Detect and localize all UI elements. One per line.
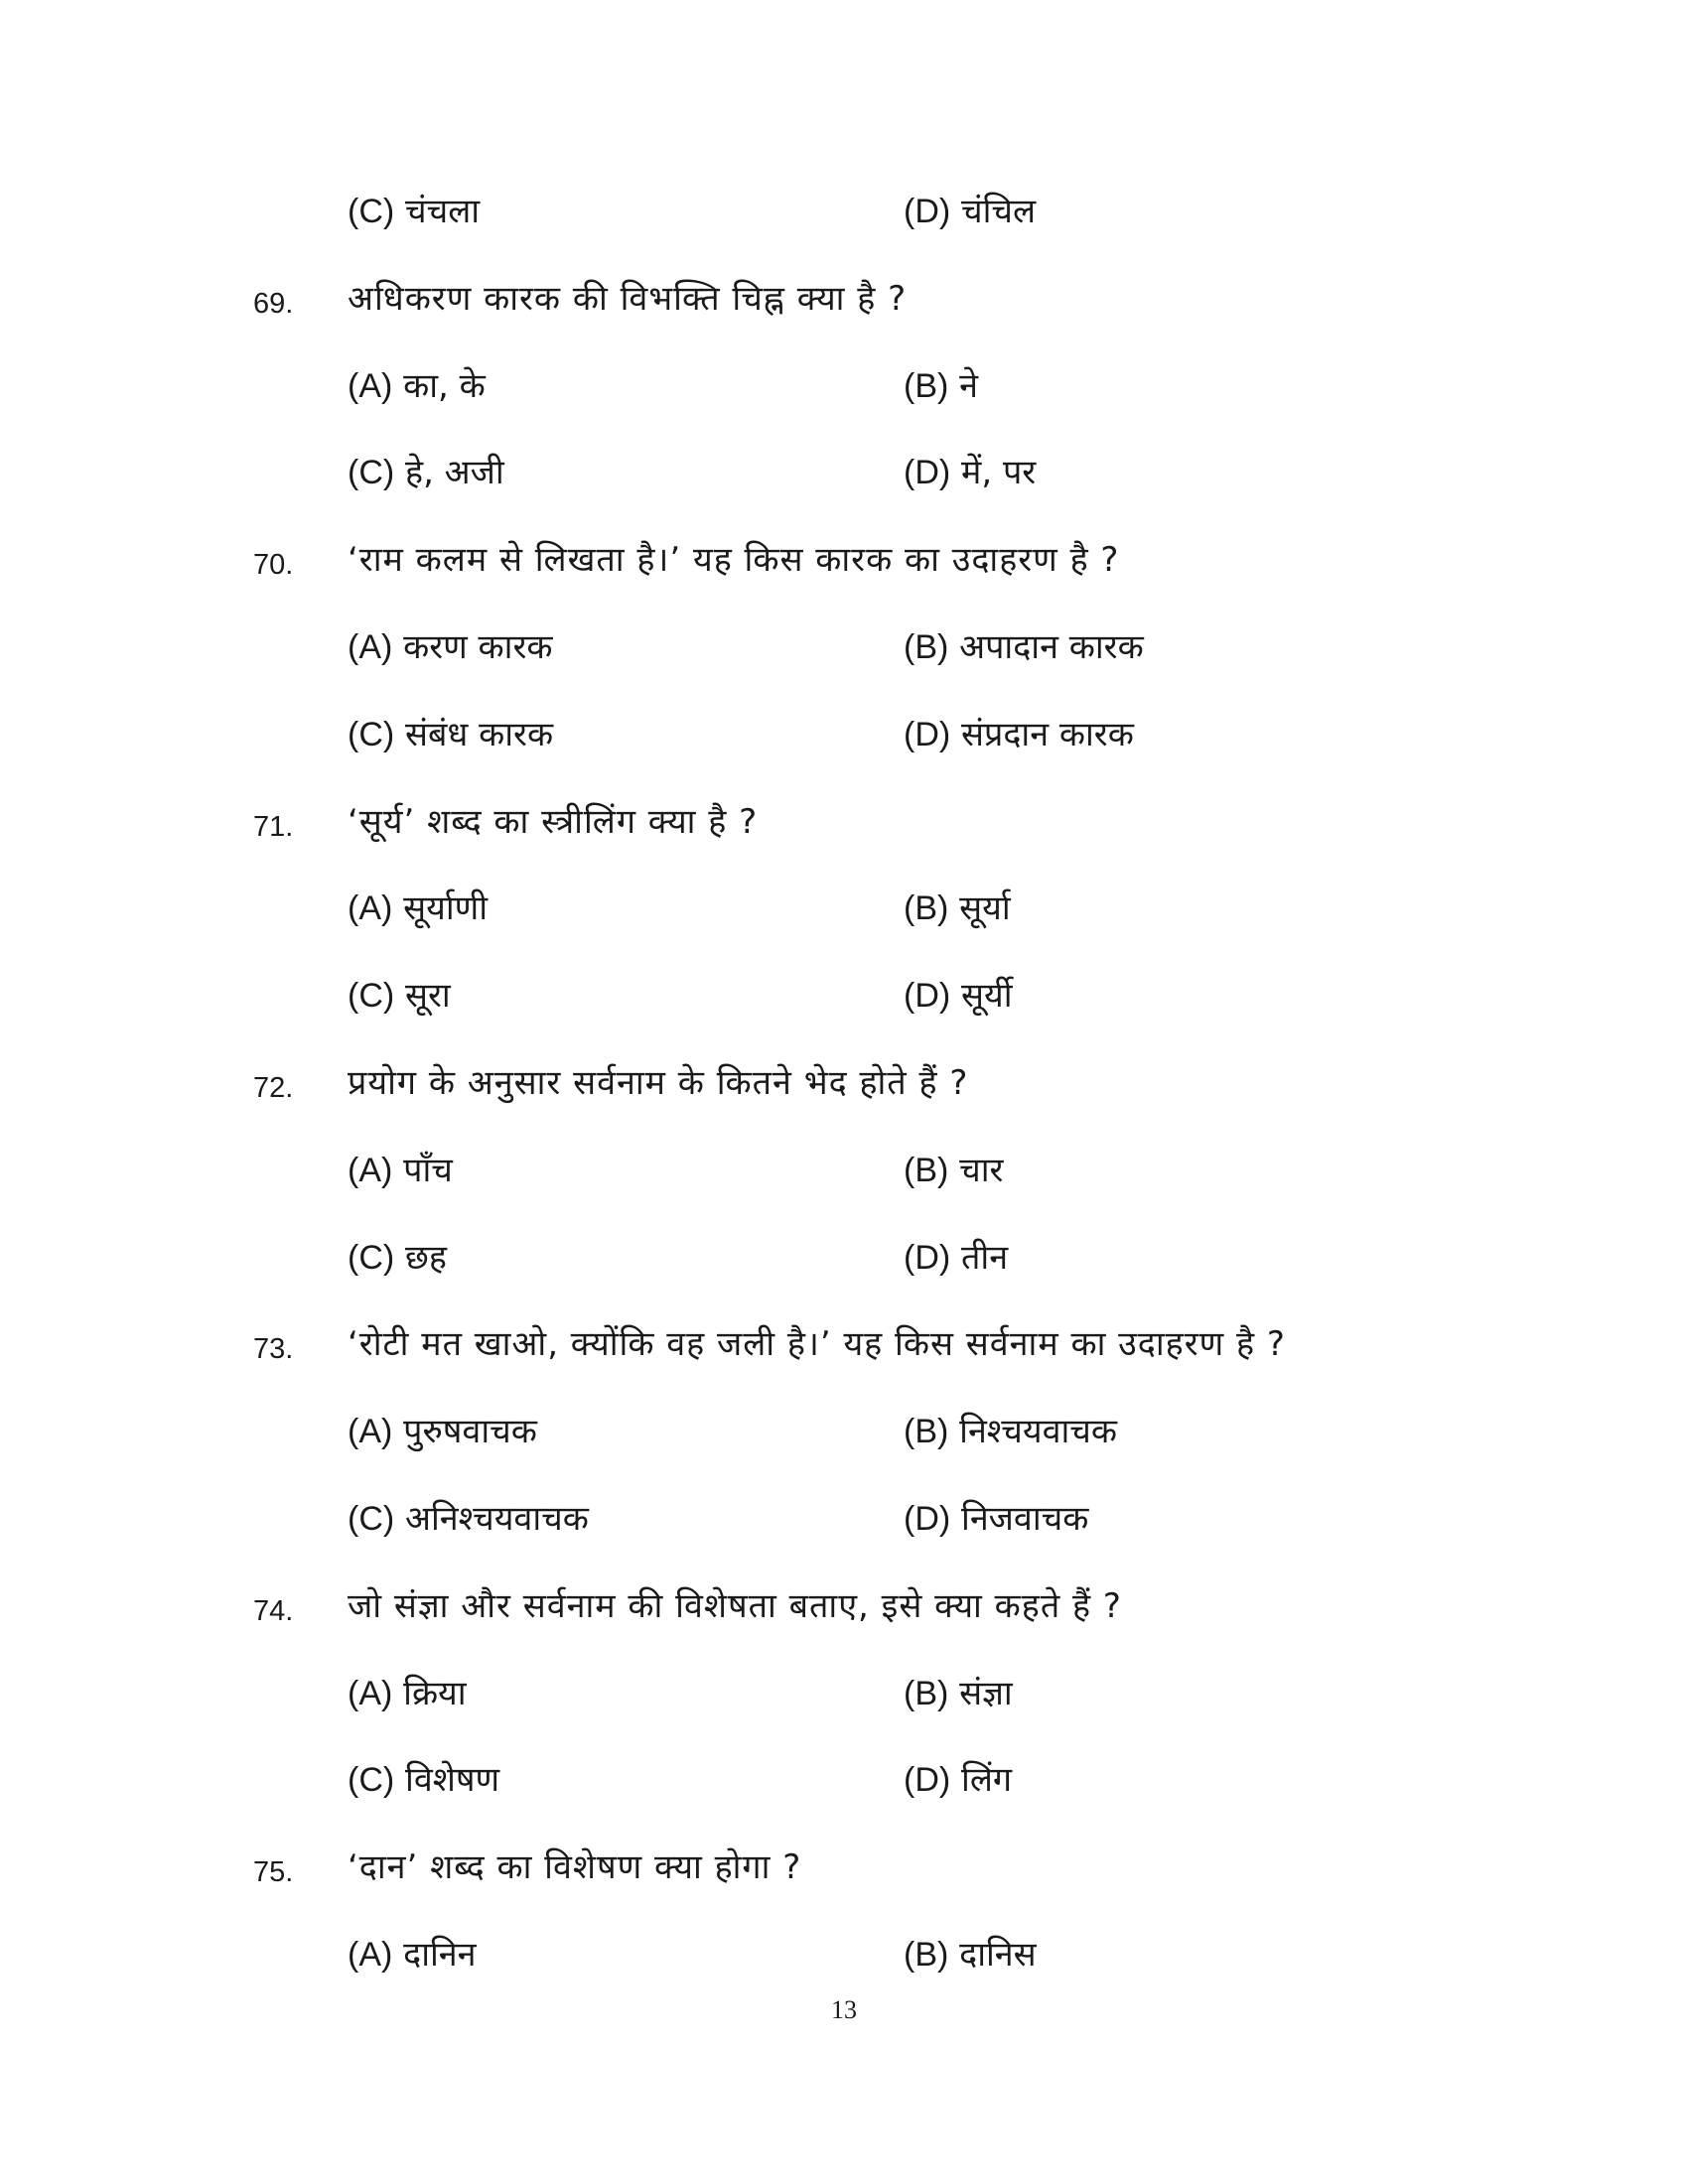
answer-option: [904, 187, 1036, 232]
options-row: [0, 971, 1688, 1030]
option-letter: (C): [348, 715, 395, 753]
option-letter: (B): [904, 366, 949, 405]
option-letter: (B): [904, 889, 949, 928]
option-text: संज्ञा: [948, 1673, 1013, 1713]
option-letter: (A): [348, 1674, 393, 1712]
option-text: चंचला: [394, 192, 481, 231]
question-row: [0, 535, 1688, 595]
option-letter: (D): [904, 193, 951, 230]
options-row: [0, 710, 1688, 769]
options-row: [0, 1494, 1688, 1554]
answer-option: [904, 361, 978, 407]
answer-option: [904, 884, 1011, 929]
answer-option: [904, 622, 1144, 668]
question-row: [0, 1843, 1688, 1902]
option-letter: (B): [904, 1151, 949, 1189]
option-letter: (D): [904, 977, 951, 1016]
answer-option: [904, 1494, 1088, 1540]
question-number: 72.: [253, 1072, 294, 1104]
answer-option: [348, 361, 486, 407]
option-text: पुरुषवाचक: [392, 1412, 537, 1452]
option-letter: (C): [348, 454, 395, 492]
answer-option: [348, 884, 488, 929]
option-text: सूर्यी: [950, 976, 1013, 1017]
option-letter: (D): [904, 715, 951, 753]
option-text: हे, अजी: [394, 453, 504, 493]
answer-option: [348, 1494, 589, 1540]
answer-option: [348, 710, 553, 755]
option-letter: (A): [348, 1936, 393, 1974]
options-row: [0, 1930, 1688, 1989]
option-letter: (D): [904, 1761, 951, 1800]
options-row: [0, 1669, 1688, 1728]
options-row: [0, 884, 1688, 943]
answer-option: [904, 1146, 1003, 1191]
question-number: 74.: [253, 1594, 294, 1627]
answer-option: [904, 448, 1036, 493]
option-letter: (D): [904, 1238, 951, 1277]
option-text: सूर्या: [948, 888, 1011, 929]
answer-option: [348, 1233, 447, 1279]
option-letter: (A): [348, 1413, 393, 1451]
option-text: निजवाचक: [950, 1499, 1089, 1539]
question-text: ‘रोटी मत खाओ, क्योंकि वह जली है।’ यह किस सर्वनाम का उदाहरण है ?: [348, 1324, 1286, 1365]
option-text: संबंध कारक: [394, 714, 554, 754]
option-letter: (B): [904, 1413, 949, 1451]
answer-option: [904, 1407, 1117, 1452]
question-number: 69.: [253, 287, 294, 320]
answer-option: [348, 622, 552, 668]
answer-option: [904, 1669, 1013, 1714]
answer-option: [904, 1755, 1012, 1801]
options-row: [0, 1233, 1688, 1293]
question-number: 75.: [253, 1856, 294, 1889]
option-text: में, पर: [950, 453, 1037, 493]
options-row: [0, 1755, 1688, 1815]
answer-option: [348, 1146, 453, 1191]
question-row: [0, 1319, 1688, 1379]
option-text: चार: [948, 1150, 1004, 1190]
answer-option: [348, 448, 504, 493]
answer-option: [348, 1669, 467, 1714]
option-letter: (C): [348, 193, 395, 230]
answer-option: [904, 1930, 1037, 1976]
answer-option: [348, 1407, 537, 1452]
options-row: [0, 361, 1688, 421]
option-text: विशेषण: [394, 1760, 500, 1801]
answer-option: [348, 971, 451, 1017]
option-letter: (B): [904, 1674, 949, 1712]
option-letter: (D): [904, 454, 951, 492]
option-text: तीन: [950, 1237, 1009, 1278]
option-text: छह: [394, 1237, 447, 1278]
options-row: [0, 622, 1688, 682]
option-text: अनिश्चयवाचक: [394, 1499, 589, 1539]
question-row: [0, 1058, 1688, 1118]
question-text: ‘दान’ शब्द का विशेषण क्या होगा ?: [348, 1847, 802, 1888]
option-letter: (A): [348, 628, 393, 666]
question-text: ‘राम कलम से लिखता है।’ यह किस कारक का उदाहरण है ?: [348, 540, 1120, 581]
question-number: 73.: [253, 1333, 294, 1366]
answer-option: [904, 971, 1013, 1017]
answer-option: [904, 1233, 1008, 1279]
option-text: सूरा: [394, 976, 451, 1017]
options-row: [0, 1146, 1688, 1205]
option-letter: (B): [904, 628, 949, 666]
question-number: 70.: [253, 549, 294, 582]
question-row: [0, 274, 1688, 334]
option-letter: (C): [348, 1761, 395, 1800]
option-text: संप्रदान कारक: [950, 714, 1134, 754]
option-text: सूर्याणी: [392, 888, 489, 929]
answer-option: [348, 1755, 499, 1801]
question-number: 71.: [253, 810, 294, 843]
option-letter: (D): [904, 1500, 951, 1538]
options-row: [0, 1407, 1688, 1466]
answer-option: [904, 710, 1134, 755]
option-text: अपादान कारक: [948, 627, 1144, 667]
options-row: [0, 187, 1688, 246]
option-letter: (A): [348, 1151, 393, 1189]
page-number: 13: [831, 1995, 857, 2024]
option-text: क्रिया: [392, 1673, 467, 1713]
option-letter: (B): [904, 1936, 949, 1974]
option-letter: (A): [348, 889, 393, 928]
question-text: अधिकरण कारक की विभक्ति चिह्न क्या है ?: [348, 278, 908, 319]
question-text: जो संज्ञा और सर्वनाम की विशेषता बताए, इसे क्या कहते हैं ?: [348, 1585, 1122, 1626]
question-row: [0, 1581, 1688, 1641]
option-text: निश्चयवाचक: [948, 1412, 1117, 1452]
option-letter: (A): [348, 366, 393, 405]
option-text: का, के: [392, 365, 486, 406]
option-text: दानिस: [948, 1935, 1037, 1975]
option-text: करण कारक: [392, 627, 553, 667]
options-row: [0, 448, 1688, 507]
option-text: पाँच: [392, 1150, 453, 1190]
option-letter: (C): [348, 1238, 395, 1277]
question-row: [0, 797, 1688, 857]
option-text: ने: [948, 365, 979, 406]
answer-option: [348, 187, 480, 232]
option-text: लिंग: [950, 1760, 1013, 1801]
question-text: ‘सूर्य’ शब्द का स्त्रीलिंग क्या है ?: [348, 801, 759, 842]
question-text: प्रयोग के अनुसार सर्वनाम के कितने भेद होते हैं ?: [348, 1063, 969, 1103]
option-letter: (C): [348, 977, 395, 1016]
option-text: दानिन: [392, 1935, 477, 1975]
option-letter: (C): [348, 1500, 395, 1538]
option-text: चंचिल: [950, 192, 1037, 231]
answer-option: [348, 1930, 477, 1976]
